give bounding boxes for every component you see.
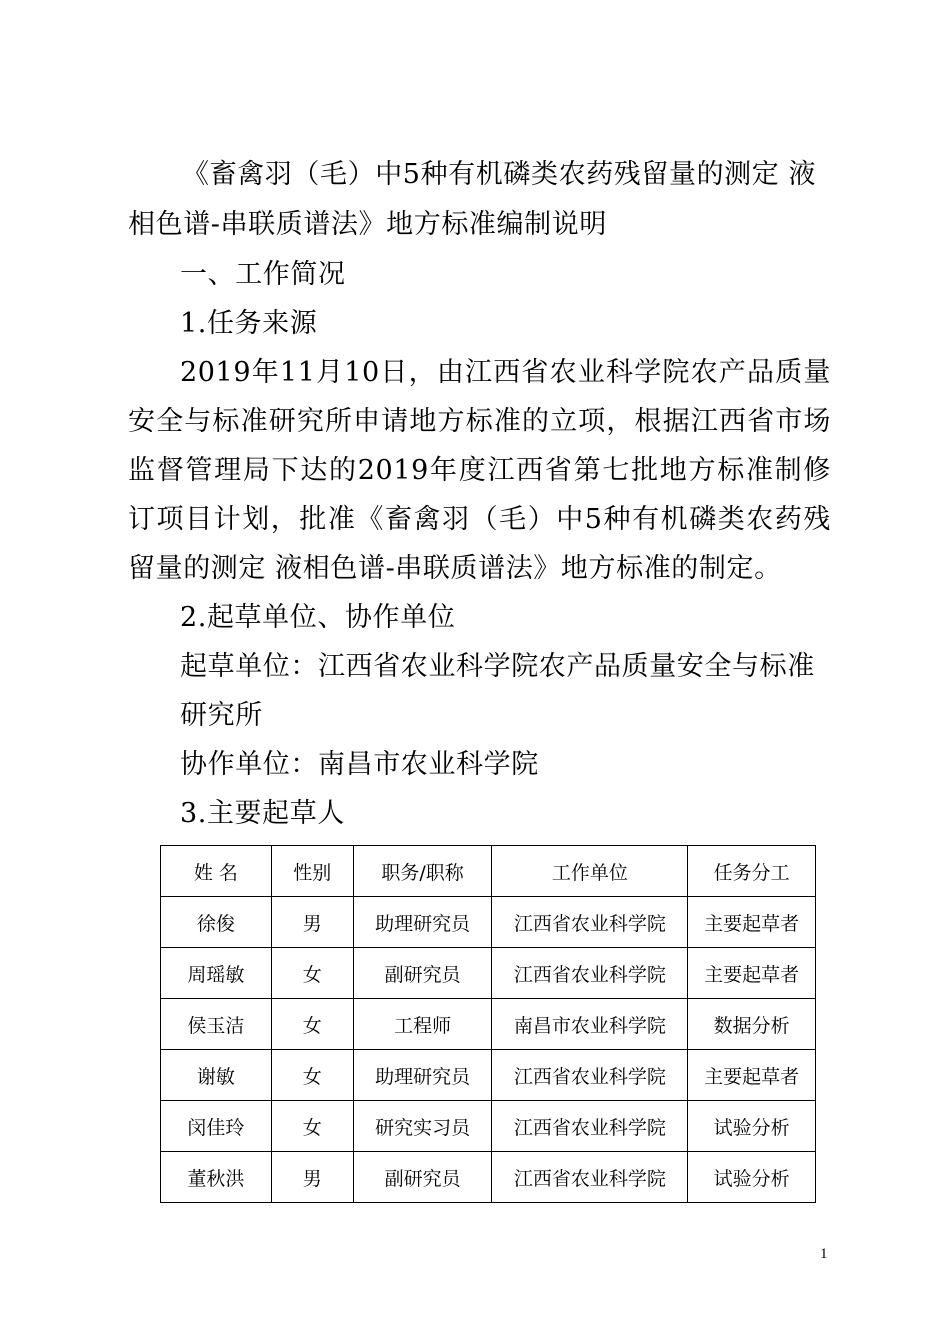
subsection-heading: 3.主要起草人 — [180, 798, 345, 829]
cell-name: 侯玉洁 — [161, 999, 272, 1050]
cell-role: 主要起草者 — [688, 1050, 816, 1101]
cooperating-unit-text: 协作单位：南昌市农业科学院 — [180, 749, 539, 780]
table-row — [161, 1101, 816, 1152]
cell-title: 工程师 — [353, 999, 492, 1050]
section-heading: 一、工作简况 — [180, 259, 346, 290]
cell-title: 研究实习员 — [353, 1101, 492, 1152]
document-body — [128, 150, 831, 838]
cell-gender: 男 — [271, 1152, 353, 1203]
drafters-table — [160, 845, 816, 1203]
header-title: 职务/职称 — [353, 846, 492, 897]
header-role: 任务分工 — [688, 846, 816, 897]
header-workplace: 工作单位 — [492, 846, 688, 897]
cell-name: 徐俊 — [161, 897, 272, 948]
cell-workplace: 江西省农业科学院 — [492, 1152, 688, 1203]
subsection-heading: 2.起草单位、协作单位 — [180, 602, 456, 633]
cell-title: 助理研究员 — [353, 897, 492, 948]
cell-title: 副研究员 — [353, 948, 492, 999]
cell-gender: 女 — [271, 1101, 353, 1152]
header-name: 姓 名 — [161, 846, 272, 897]
table-header-row — [161, 846, 816, 897]
cell-role: 试验分析 — [688, 1152, 816, 1203]
cell-role: 主要起草者 — [688, 897, 816, 948]
cell-gender: 女 — [271, 948, 353, 999]
task-source-paragraph: 2019年11月10日，由江西省农业科学院农产品质量安全与标准研究所申请地方标准的立项，根据江西省市场监督管理局下达的2019年度江西省第七批地方标准制修订项目计划，批准《畜禽羽（毛）中5种有机磷类农药残留量的测定 液相色谱-串联质谱法》地方标准的制定。 — [128, 357, 831, 584]
table-row — [161, 948, 816, 999]
document-title: 《畜禽羽（毛）中5种有机磷类农药残留量的测定 液相色谱-串联质谱法》地方标准编制说明 — [128, 159, 817, 240]
cell-name: 董秋洪 — [161, 1152, 272, 1203]
subsection-heading: 1.任务来源 — [180, 308, 318, 339]
cell-role: 试验分析 — [688, 1101, 816, 1152]
cell-role: 主要起草者 — [688, 948, 816, 999]
cell-workplace: 南昌市农业科学院 — [492, 999, 688, 1050]
cell-gender: 女 — [271, 1050, 353, 1101]
cell-workplace: 江西省农业科学院 — [492, 948, 688, 999]
table-row — [161, 999, 816, 1050]
table-row — [161, 1152, 816, 1203]
header-gender: 性别 — [271, 846, 353, 897]
cell-role: 数据分析 — [688, 999, 816, 1050]
cell-workplace: 江西省农业科学院 — [492, 897, 688, 948]
cell-gender: 男 — [271, 897, 353, 948]
cell-title: 副研究员 — [353, 1152, 492, 1203]
page-number: 1 — [820, 1246, 828, 1262]
table-row — [161, 897, 816, 948]
table-row — [161, 1050, 816, 1101]
cell-workplace: 江西省农业科学院 — [492, 1050, 688, 1101]
cell-name: 闵佳玲 — [161, 1101, 272, 1152]
cell-name: 谢敏 — [161, 1050, 272, 1101]
cell-gender: 女 — [271, 999, 353, 1050]
cell-workplace: 江西省农业科学院 — [492, 1101, 688, 1152]
drafting-unit-text: 起草单位：江西省农业科学院农产品质量安全与标准研究所 — [180, 651, 815, 731]
cell-name: 周瑶敏 — [161, 948, 272, 999]
cell-title: 助理研究员 — [353, 1050, 492, 1101]
